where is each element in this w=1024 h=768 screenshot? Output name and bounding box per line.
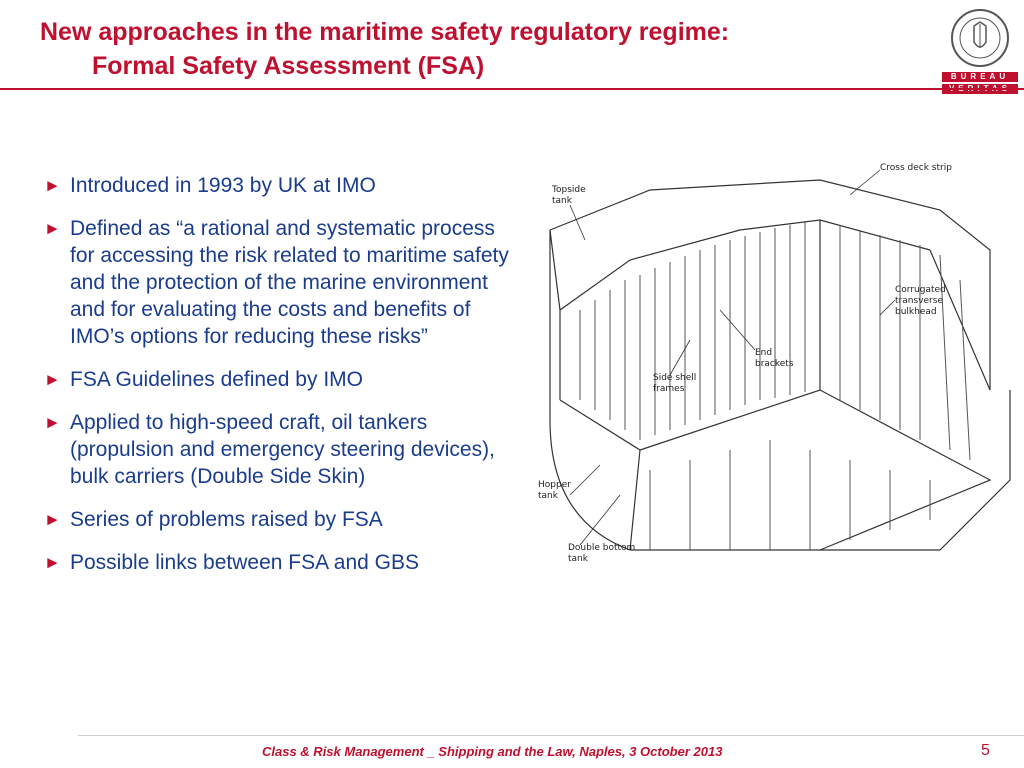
label-double-bottom: Double bottom (568, 543, 636, 553)
bullet-item (44, 409, 514, 490)
bullet-arrow-icon: ► (44, 553, 61, 572)
label-end-brackets: End (755, 348, 773, 358)
header-divider (0, 88, 1024, 90)
bullet-item (44, 215, 514, 350)
label-hopper-tank-2: tank (538, 491, 558, 501)
label-end-brackets-2: brackets (755, 359, 794, 369)
title-line-1: New approaches in the maritime safety regulatory regime: (40, 18, 730, 46)
bullet-text: FSA Guidelines defined by IMO (70, 368, 363, 391)
label-corrugated-3: bulkhead (895, 307, 937, 317)
label-topside-tank-2: tank (552, 196, 572, 206)
bullet-arrow-icon: ► (44, 176, 61, 195)
bullet-arrow-icon: ► (44, 219, 61, 238)
logo-band-bureau: BUREAU (942, 72, 1018, 82)
seal-icon (950, 8, 1010, 68)
label-hopper-tank: Hopper (538, 480, 571, 490)
bullet-arrow-icon: ► (44, 370, 61, 389)
bullet-list (44, 172, 514, 592)
bullet-text: Introduced in 1993 by UK at IMO (70, 174, 376, 197)
bullet-arrow-icon: ► (44, 413, 61, 432)
label-side-shell-2: frames (653, 384, 685, 394)
bullet-text: Defined as “a rational and systematic process for accessing the risk related to maritime safety and the protection of the marine environment and for evaluating the costs and benefits of IMO’s options for reducing these risks” (70, 217, 509, 348)
bullet-arrow-icon: ► (44, 510, 61, 529)
bulk-carrier-hold-diagram (520, 150, 1020, 580)
bullet-text: Applied to high-speed craft, oil tankers (propulsion and emergency steering devices), bulk carriers (Double Side Skin) (70, 411, 495, 488)
bullet-item (44, 549, 514, 576)
bureau-veritas-logo (942, 8, 1018, 90)
label-corrugated-2: transverse (895, 296, 943, 306)
bullet-item (44, 172, 514, 199)
bullet-item (44, 366, 514, 393)
title-line-2: Formal Safety Assessment (FSA) (92, 52, 485, 80)
label-cross-deck-strip: Cross deck strip (880, 163, 952, 173)
bullet-text: Possible links between FSA and GBS (70, 551, 420, 574)
label-side-shell: Side shell (653, 373, 697, 383)
bullet-item (44, 506, 514, 533)
footer-divider (78, 735, 1024, 736)
label-double-bottom-2: tank (568, 554, 588, 564)
hold-cross-section-drawing (520, 150, 1020, 580)
footer-text: Class & Risk Management _ Shipping and the Law, Naples, 3 October 2013 (262, 744, 723, 759)
label-topside-tank: Topside (552, 185, 586, 195)
bullet-text: Series of problems raised by FSA (70, 508, 383, 531)
label-corrugated: Corrugated (895, 285, 946, 295)
page-number: 5 (981, 742, 990, 759)
